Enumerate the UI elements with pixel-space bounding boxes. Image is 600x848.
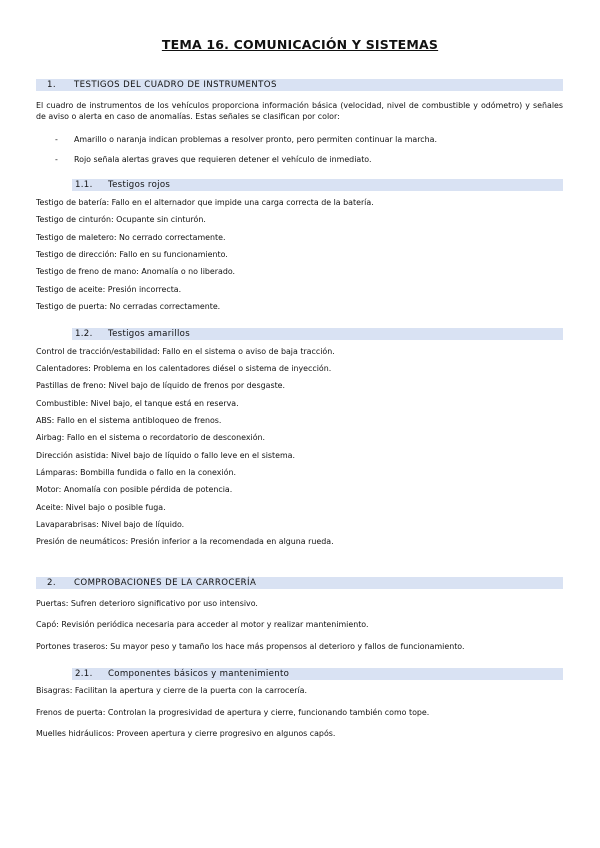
subsection-number: 2.1. — [75, 669, 93, 679]
list-item: Testigo de puerta: No cerradas correctamente. — [36, 302, 221, 311]
list-item: ABS: Fallo en el sistema antibloqueo de frenos. — [36, 416, 222, 425]
subsection-heading-1-1 — [72, 179, 563, 191]
list-item: Lámparas: Bombilla fundida o fallo en la conexión. — [36, 468, 236, 477]
list-item: Testigo de batería: Fallo en el alternador que impide una carga correcta de la batería. — [36, 198, 374, 207]
list-item: Presión de neumáticos: Presión inferior a la recomendada en alguna rueda. — [36, 537, 334, 546]
subsection-heading-2-1 — [72, 668, 563, 680]
section-heading-2 — [36, 577, 563, 589]
bullet-dash: - — [55, 135, 58, 144]
subsection-number: 1.1. — [75, 180, 93, 190]
bullet-dash: - — [55, 155, 58, 164]
list-item-text: Amarillo o naranja indican problemas a resolver pronto, pero permiten continuar la marcha. — [74, 135, 437, 144]
section-label: COMPROBACIONES DE LA CARROCERÍA — [74, 578, 257, 588]
list-item: Muelles hidráulicos: Proveen apertura y cierre progresivo en algunos capós. — [36, 729, 336, 738]
list-item: Combustible: Nivel bajo, el tanque está en reserva. — [36, 399, 239, 408]
list-item: Testigo de dirección: Fallo en su funcionamiento. — [36, 250, 228, 259]
list-item: Control de tracción/estabilidad: Fallo en el sistema o aviso de baja tracción. — [36, 347, 335, 356]
list-item: Frenos de puerta: Controlan la progresividad de apertura y cierre, funcionando también como tope. — [36, 708, 430, 717]
subsection-number: 1.2. — [75, 329, 93, 339]
list-item: Testigo de aceite: Presión incorrecta. — [36, 285, 182, 294]
list-item: Capó: Revisión periódica necesaria para acceder al motor y realizar mantenimiento. — [36, 620, 369, 629]
intro-paragraph: El cuadro de instrumentos de los vehículos proporciona información básica (velocidad, nivel de combustible y odómetro) y señales de aviso o alerta en caso de anomalías. Estas señales se clasifican por color: — [36, 101, 563, 121]
list-item: Testigo de cinturón: Ocupante sin cinturón. — [36, 215, 206, 224]
section-number: 1. — [47, 80, 56, 90]
list-item: Aceite: Nivel bajo o posible fuga. — [36, 503, 166, 512]
list-item: Bisagras: Facilitan la apertura y cierre de la puerta con la carrocería. — [36, 686, 307, 695]
section-heading-1 — [36, 79, 563, 91]
list-item: Dirección asistida: Nivel bajo de líquido o fallo leve en el sistema. — [36, 451, 295, 460]
list-item: Puertas: Sufren deterioro significativo por uso intensivo. — [36, 599, 258, 608]
section-label: TESTIGOS DEL CUADRO DE INSTRUMENTOS — [74, 80, 277, 90]
list-item: Airbag: Fallo en el sistema o recordatorio de desconexión. — [36, 433, 266, 442]
list-item: Pastillas de freno: Nivel bajo de líquido de frenos por desgaste. — [36, 381, 286, 390]
list-item: Lavaparabrisas: Nivel bajo de líquido. — [36, 520, 185, 529]
list-item: Testigo de maletero: No cerrado correctamente. — [36, 233, 226, 242]
list-item: Calentadores: Problema en los calentadores diésel o sistema de inyección. — [36, 364, 332, 373]
subsection-heading-1-2 — [72, 328, 563, 340]
subsection-label: Componentes básicos y mantenimiento — [108, 669, 290, 679]
list-item-text: Rojo señala alertas graves que requieren detener el vehículo de inmediato. — [74, 155, 372, 164]
list-item: Motor: Anomalía con posible pérdida de potencia. — [36, 485, 233, 494]
list-item: Portones traseros: Su mayor peso y tamaño los hace más propensos al deterioro y fallos de funcionamiento. — [36, 642, 465, 651]
subsection-label: Testigos amarillos — [108, 329, 190, 339]
page-title: TEMA 16. COMUNICACIÓN Y SISTEMAS — [161, 37, 439, 52]
subsection-label: Testigos rojos — [108, 180, 171, 190]
section-number: 2. — [47, 578, 56, 588]
list-item: Testigo de freno de mano: Anomalía o no liberado. — [36, 267, 236, 276]
